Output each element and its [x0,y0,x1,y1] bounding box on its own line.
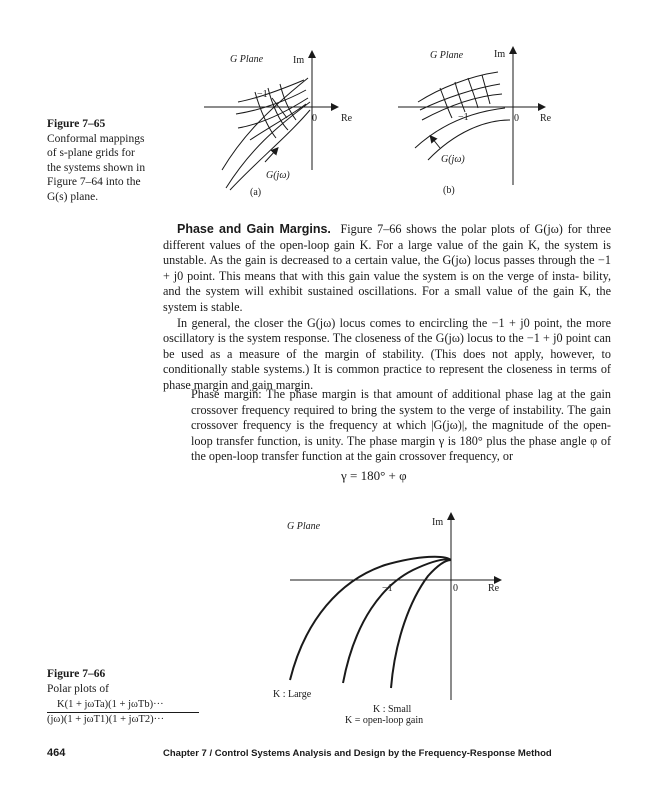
panel-a-plane-label: G Plane [230,54,264,65]
caption-line: the systems shown in [47,161,146,174]
k-definition-label: K = open-loop gain [345,715,424,726]
panel-b-locus-pointer [432,138,440,148]
panel-b-locus-label: G(jω) [441,154,465,165]
text-line: In general, the closer the G(jω) locus comes to encircling the −1 + j0 point, the [177,315,582,330]
section-heading: Phase and Gain Margins. [177,222,331,236]
text-line: bility, and the system will exhibit sustained oscillations. For a small value of the gain K, [163,268,611,299]
panel-b-grid-curve [468,78,478,108]
caption-line: Polar plots of [47,682,109,695]
minus-one-label: −1 [382,583,393,594]
panel-b-minus-one-label: −1 [458,112,469,123]
zero-label: 0 [453,583,458,594]
caption-line: Figure 7–64 into the [47,176,141,188]
figure-7-65-diagrams [0,0,653,210]
text-line: to conditionally stable systems.) It is common practice to represent the closeness in [163,346,611,377]
k-large-curve [290,557,451,680]
panel-a-zero-label: 0 [312,113,317,124]
plane-label: G Plane [287,521,321,532]
text-line: Phase margin: The phase margin is that amount of additional phase lag at the gain [191,387,611,401]
panel-a-grid-curve [268,88,288,130]
panel-b-grid-curve [440,88,452,118]
caption-line: G(s) plane. [47,190,99,203]
panel-b-grid-curve [482,75,490,104]
text-line: point can be used as a measure of the margin of stability. (This does not apply, however, [163,331,612,361]
panel-a-re-label: Re [341,113,353,124]
text-line: more oscillatory is the system response. The closeness of the G(jω) locus to the −1 + j0 [163,315,612,346]
panel-b-plane-label: G Plane [430,50,464,61]
paragraph-2 [163,316,611,394]
phase-margin-definition [191,387,611,465]
caption-line: Conformal mappings [47,132,145,145]
im-label: Im [432,517,444,528]
panel-a-minus-one-label: −1 [257,89,268,100]
text-line: Figure 7–66 shows the polar plots of G(jω) for three [340,222,612,236]
text-line: −1 + j0 point. This means that with this gain value the system is on the verge of insta- [163,253,612,283]
paragraph-3 [191,387,611,465]
panel-b-zero-label: 0 [514,113,519,124]
text-line: unstable. As the gain is decreased to a certain value, the G(jω) locus passes through the [163,253,595,268]
panel-b-re-label: Re [540,113,552,124]
re-label: Re [488,583,500,594]
page-number: 464 [47,747,66,759]
k-small-label: K : Small [373,704,412,715]
running-footer: Chapter 7 / Control Systems Analysis and Design by the Frequency-Response Method [163,748,552,759]
panel-a-im-label: Im [293,55,305,66]
text-line: loop transfer function, is unity. The phase margin γ is 180° plus the phase angle φ [191,433,598,448]
text-line: different values of the open-loop gain K. For a large value of the gain K, the system is [163,237,611,252]
transfer-denominator: (jω)(1 + jωT1)(1 + jωT2)··· [47,714,165,725]
panel-a-label: (a) [250,187,262,198]
k-large-label: K : Large [273,689,312,700]
panel-b-im-label: Im [494,49,506,60]
figure-7-65-title: Figure 7–65 [47,118,106,130]
figure-7-66-title: Figure 7–66 [47,668,106,680]
equation: γ = 180° + φ [341,468,407,483]
text-line: crossover frequency required to bring the system to the verge of instability. The gain [191,402,611,417]
body-text [163,222,611,394]
figure-7-66-polar-plot [0,500,653,740]
transfer-numerator: K(1 + jωTa)(1 + jωTb)··· [57,699,164,710]
caption-line: of s-plane grids for [47,147,135,159]
text-line: of the open-loop transfer function at the gain crossover frequency, or [191,433,612,464]
panel-b-label: (b) [443,185,455,196]
k-small-curve [391,560,451,688]
text-line: the system is stable. [163,284,611,314]
panel-a-locus-pointer [265,150,276,162]
text-line: crossover frequency is the frequency at which |G(jω)|, the magnitude of the open- [191,418,611,433]
text-line: terms of phase margin and gain margin. [163,362,611,392]
paragraph-1 [163,222,611,316]
panel-a-locus-label: G(jω) [266,170,290,181]
